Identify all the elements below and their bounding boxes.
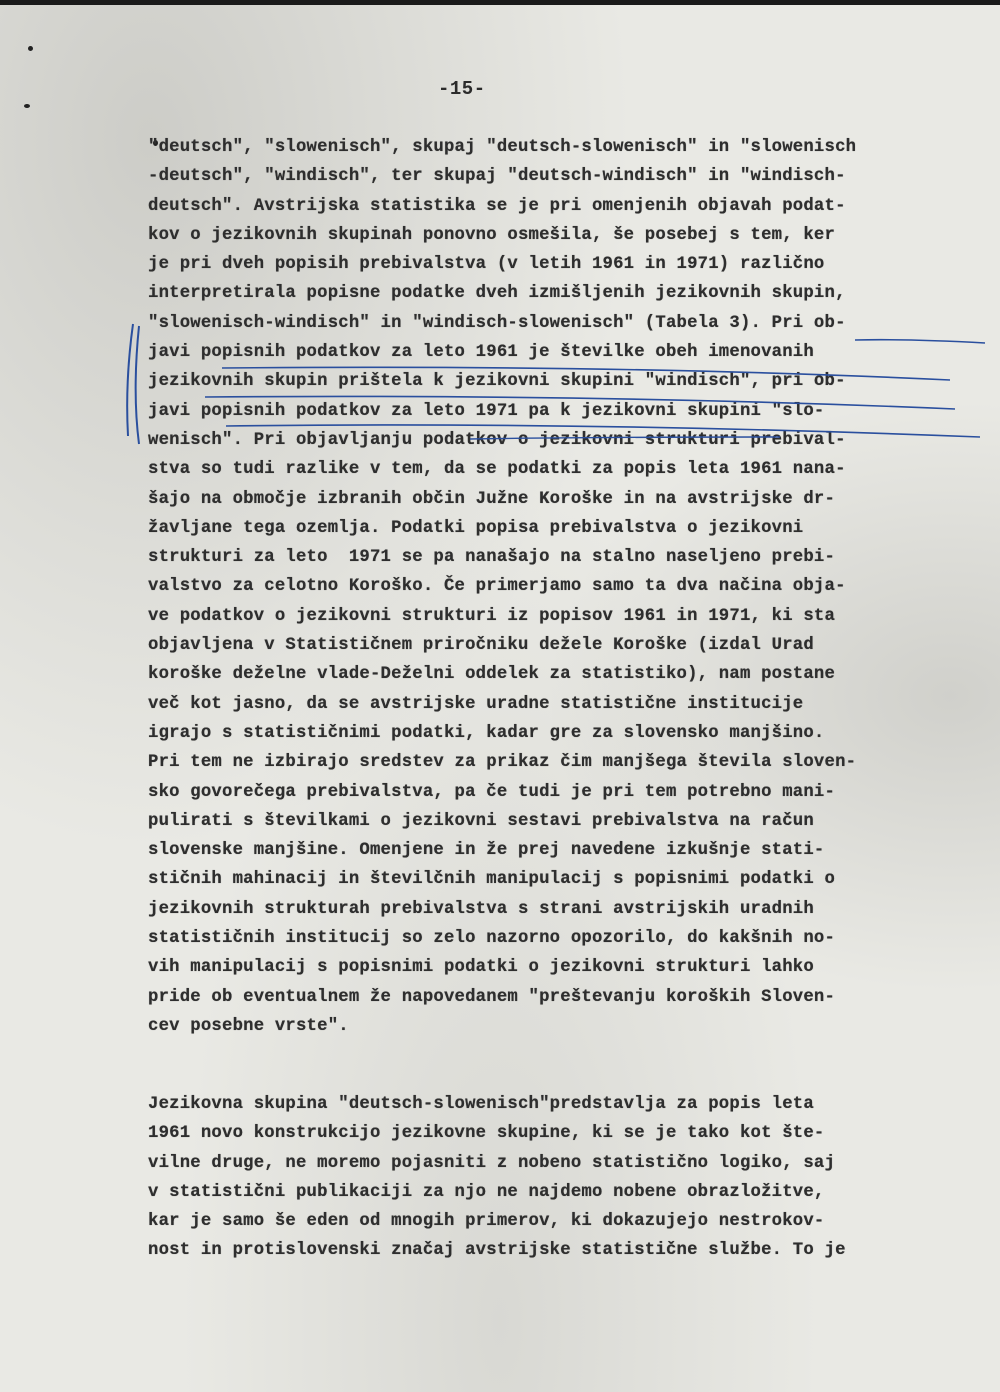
text-line: jezikovnih skupin prištela k jezikovni skupini "windisch", pri ob-	[148, 372, 846, 392]
text-line: kar je samo še eden od mnogih primerov, ki dokazujejo nestrokov-	[148, 1212, 825, 1232]
text-line: pulirati s številkami o jezikovni sestavi prebivalstva na račun	[148, 811, 814, 831]
text-line: vih manipulacij s popisnimi podatki o jezikovni strukturi lahko	[148, 958, 814, 978]
text-line: -deutsch", "windisch", ter skupaj "deutsch-windisch" in "windisch-	[148, 167, 846, 187]
text-line: kov o jezikovnih skupinah ponovno osmešila, še posebej s tem, ker	[148, 225, 836, 245]
text-line: Pri tem ne izbirajo sredstev za prikaz čim manjšega števila sloven-	[148, 753, 857, 773]
text-line: objavljena v Statističnem priročniku dežele Koroške (izdal Urad	[148, 636, 814, 656]
underline-mark	[855, 340, 985, 343]
scan-speck	[28, 46, 33, 51]
margin-mark-line	[127, 324, 133, 436]
page-number: -15-	[438, 78, 486, 100]
text-line: cev posebne vrste".	[148, 1016, 349, 1036]
text-line: statističnih institucij so zelo nazorno opozorilo, do kakšnih no-	[148, 929, 836, 949]
text-line: koroške deželne vlade-Deželni oddelek za statistiko), nam postane	[148, 665, 836, 685]
text-line: ve podatkov o jezikovni strukturi iz popisov 1961 in 1971, ki sta	[148, 606, 836, 626]
text-line: 1961 novo konstrukcijo jezikovne skupine, ki se je tako kot šte-	[148, 1124, 825, 1144]
text-line: igrajo s statističnimi podatki, kadar gre za slovensko manjšino.	[148, 723, 825, 743]
text-line: je pri dveh popisih prebivalstva (v letih 1961 in 1971) različno	[148, 255, 825, 275]
paragraph-1	[148, 133, 856, 1041]
text-line: pride ob eventualnem že napovedanem "preštevanju koroških Sloven-	[148, 987, 836, 1007]
text-line: šajo na območje izbranih občin Južne Koroške in na avstrijske dr-	[148, 489, 836, 509]
text-line: javi popisnih podatkov za leto 1961 je številke obeh imenovanih	[148, 343, 814, 363]
text-line: "deutsch", "slowenisch", skupaj "deutsch-slowenisch" in "slowenisch	[148, 138, 857, 157]
text-line: več kot jasno, da se avstrijske uradne statistične institucije	[148, 694, 804, 714]
text-line: javi popisnih podatkov za leto 1971 pa k jezikovni skupini "slo-	[148, 401, 825, 421]
scan-speck	[24, 104, 30, 108]
text-line: slovenske manjšine. Omenjene in že prej navedene izkušnje stati-	[148, 841, 825, 861]
paragraph-2	[148, 1090, 846, 1266]
text-line: wenisch". Pri objavljanju podatkov o jezikovni strukturi prebival-	[148, 430, 846, 450]
text-line: deutsch". Avstrijska statistika se je pri omenjenih objavah podat-	[148, 196, 846, 216]
margin-mark-line	[136, 326, 139, 444]
text-line: vilne druge, ne moremo pojasniti z nobeno statistično logiko, saj	[148, 1153, 836, 1173]
text-line: sko govorečega prebivalstva, pa če tudi je pri tem potrebno mani-	[148, 782, 836, 802]
text-line: jezikovnih strukturah prebivalstva s strani avstrijskih uradnih	[148, 899, 814, 919]
scan-edge	[0, 0, 1000, 5]
text-line: interpretirala popisne podatke dveh izmišljenih jezikovnih skupin,	[148, 284, 846, 304]
text-line: stičnih mahinacij in številčnih manipulacij s popisnimi podatki o	[148, 870, 836, 890]
text-line: strukturi za leto 1971 se pa nanašajo na stalno naseljeno prebi-	[148, 548, 836, 568]
text-line: žavljane tega ozemlja. Podatki popisa prebivalstva o jezikovni	[148, 518, 804, 538]
text-line: Jezikovna skupina "deutsch-slowenisch"predstavlja za popis leta	[148, 1095, 814, 1114]
text-line: "slowenisch-windisch" in "windisch-slowenisch" (Tabela 3). Pri ob-	[148, 313, 846, 333]
text-line: nost in protislovenski značaj avstrijske statistične službe. To je	[148, 1241, 846, 1261]
text-line: stva so tudi razlike v tem, da se podatki za popis leta 1961 nana-	[148, 460, 846, 480]
text-line: v statistični publikaciji za njo ne najdemo nobene obrazložitve,	[148, 1182, 825, 1202]
text-line: valstvo za celotno Koroško. Če primerjamo samo ta dva načina obja-	[148, 577, 846, 597]
